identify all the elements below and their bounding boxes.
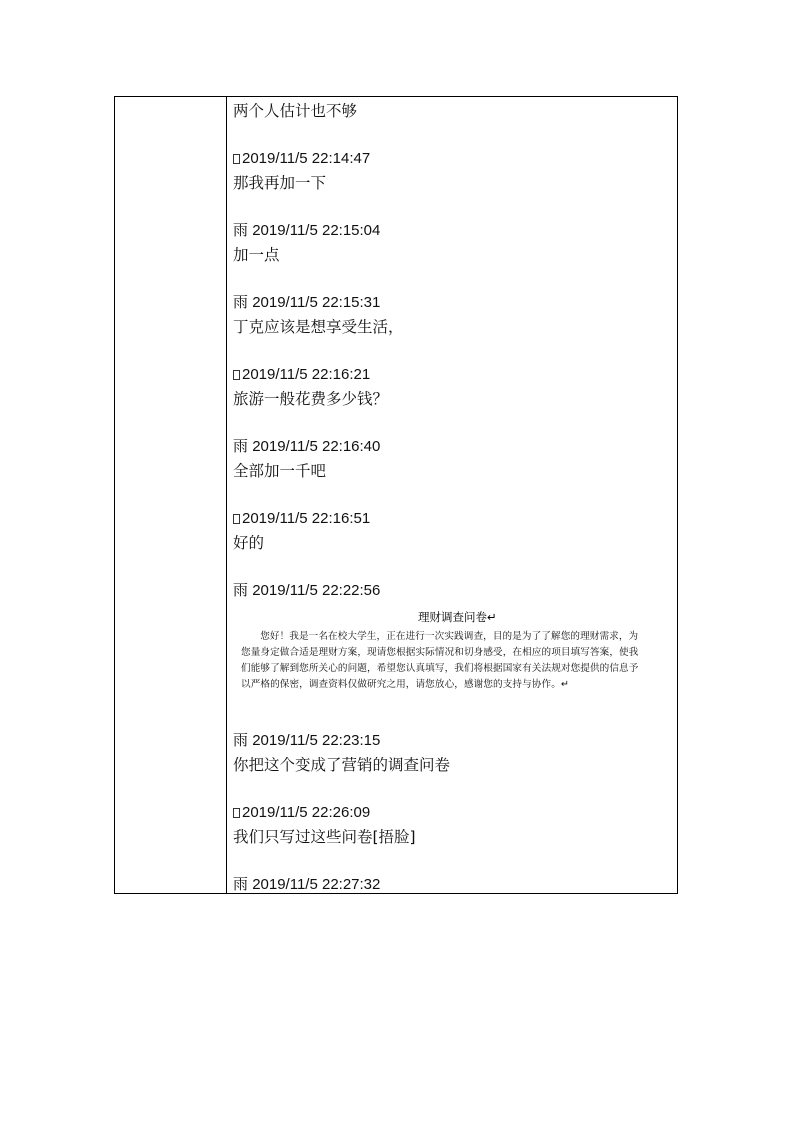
message-text: 旅游一般花费多少钱？ xyxy=(233,390,389,408)
message-time: 2019/11/5 22:27:32 xyxy=(252,876,381,893)
missing-glyph-icon xyxy=(233,808,240,818)
message-sender: 雨 xyxy=(233,294,249,311)
column-divider xyxy=(226,97,227,893)
message-time: 2019/11/5 22:16:21 xyxy=(242,366,371,383)
missing-glyph-icon xyxy=(233,514,240,524)
message-sender: 雨 xyxy=(233,876,249,893)
message-sender: 雨 xyxy=(233,438,249,455)
message-header xyxy=(233,731,380,751)
message-time: 2019/11/5 22:26:09 xyxy=(242,804,371,821)
message-time: 2019/11/5 22:14:47 xyxy=(242,150,371,167)
message-sender: 雨 xyxy=(233,582,249,599)
message-header xyxy=(233,509,370,529)
message-text: 两个人估计也不够 xyxy=(233,102,358,120)
message-text: 那我再加一下 xyxy=(233,174,327,192)
message-time: 2019/11/5 22:16:51 xyxy=(242,510,371,527)
message-text: 丁克应该是想享受生活， xyxy=(233,318,404,336)
message-text: 加一点 xyxy=(233,246,280,264)
message-header xyxy=(233,365,370,385)
missing-glyph-icon xyxy=(233,370,240,380)
message-text: 我们只写过这些问卷[捂脸] xyxy=(233,828,416,846)
message-time: 2019/11/5 22:22:56 xyxy=(252,582,381,599)
message-time: 2019/11/5 22:15:31 xyxy=(252,294,381,311)
message-sender: 雨 xyxy=(233,222,249,239)
survey-screenshot-image xyxy=(233,605,663,711)
survey-title: 理财调查问卷↵ xyxy=(418,610,497,624)
message-text: 全部加一千吧 xyxy=(233,462,327,480)
message-time: 2019/11/5 22:15:04 xyxy=(252,222,381,239)
message-header xyxy=(233,437,380,457)
message-header xyxy=(233,803,370,823)
message-header xyxy=(233,149,370,169)
message-text: 你把这个变成了营销的调查问卷 xyxy=(233,756,451,774)
chat-log-table xyxy=(114,96,678,894)
message-time: 2019/11/5 22:16:40 xyxy=(252,438,381,455)
chat-log-content xyxy=(233,97,671,893)
message-sender: 雨 xyxy=(233,732,249,749)
message-header xyxy=(233,293,380,313)
message-header xyxy=(233,221,380,241)
message-header xyxy=(233,581,380,601)
message-text: 好的 xyxy=(233,534,265,552)
message-time: 2019/11/5 22:23:15 xyxy=(252,732,381,749)
survey-body: 您好！我是一名在校大学生，正在进行一次实践调查，目的是为了了解您的理财需求，为您量身定做合适是理财方案，现请您根据实际情况和切身感受，在相应的项目填写答案，使我们能够了解到您所关心的问题，希望您认真填写，我们将根据国家有关法规对您提供的信息予以严格的保密，调查资料仅做研究之用，请您放心，感谢您的支持与协作。↵ xyxy=(241,631,639,690)
message-header xyxy=(233,875,380,895)
missing-glyph-icon xyxy=(233,154,240,164)
